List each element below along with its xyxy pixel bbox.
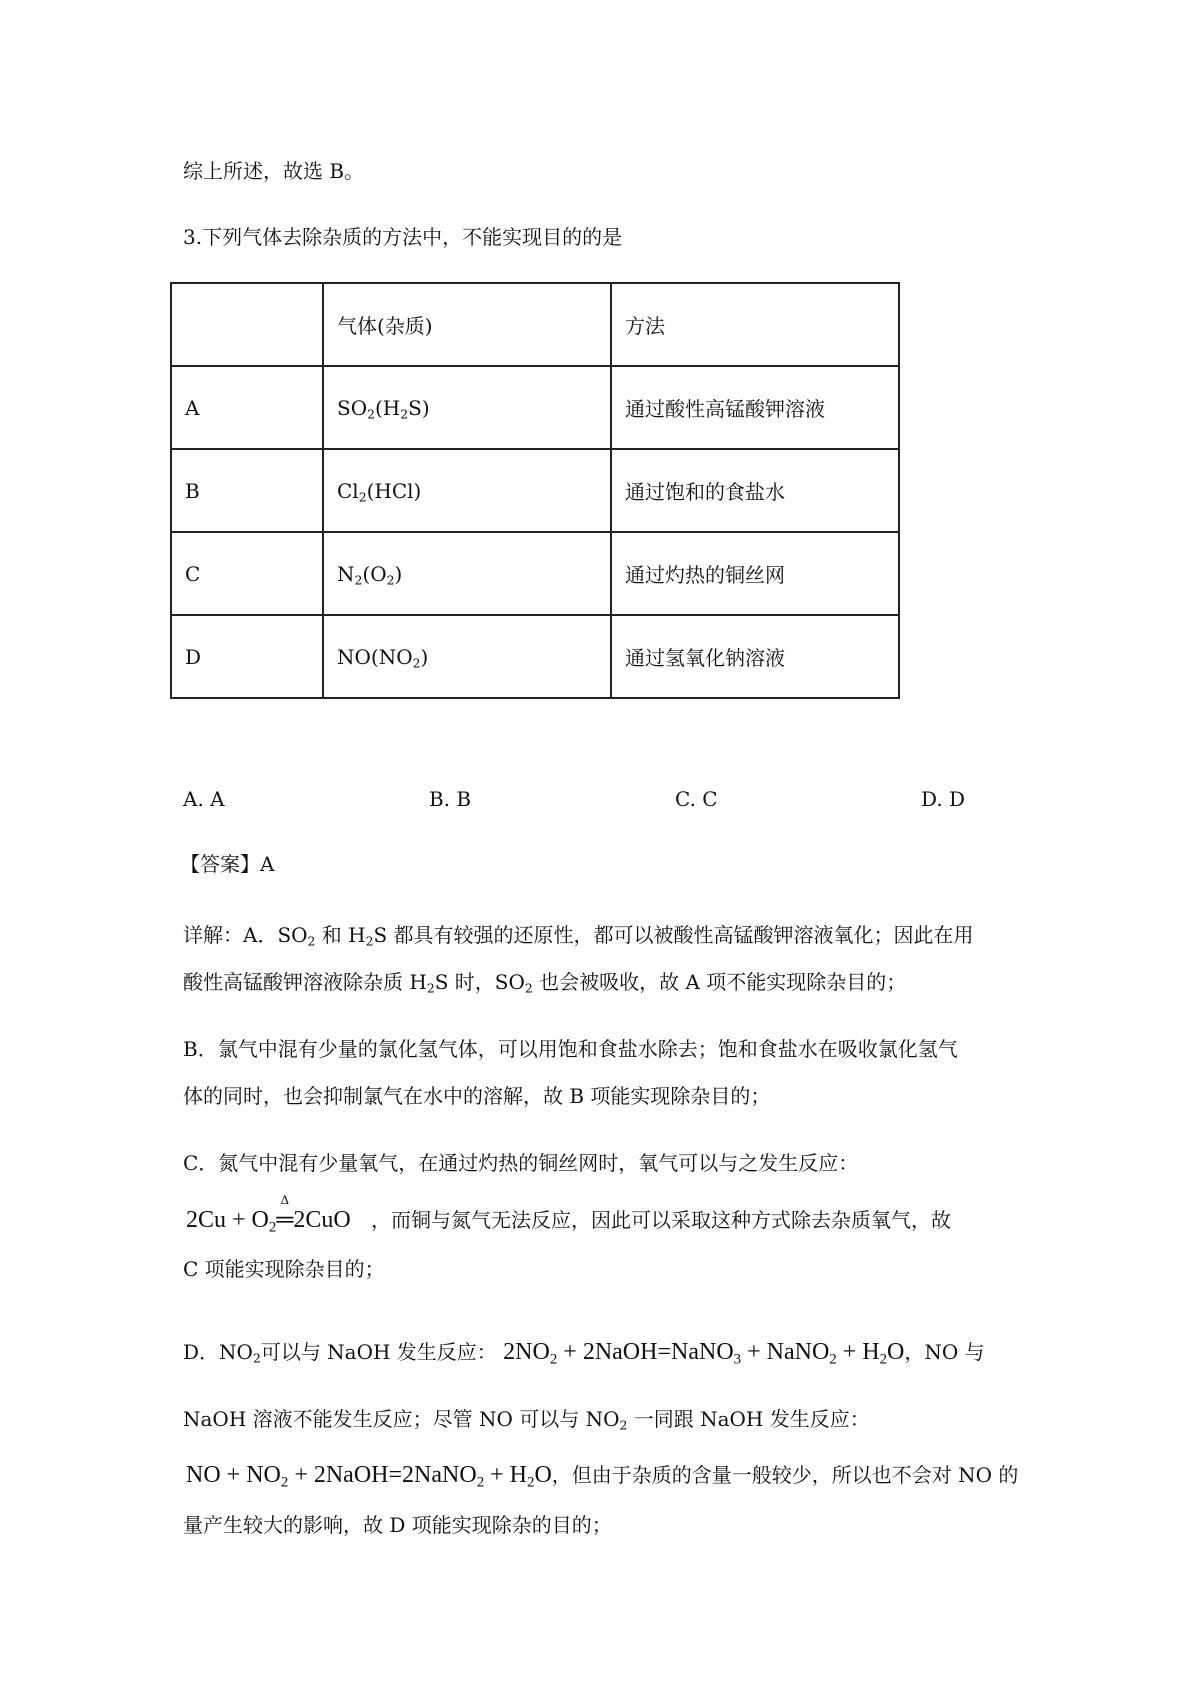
intro-text: 综上所述，故选 B。 [183, 159, 365, 183]
table-row [171, 366, 899, 449]
option-d: D. D [921, 787, 966, 811]
table-header-cell: 方法 [611, 283, 899, 366]
table-row [171, 615, 899, 698]
explain-d-line4: 量产生较大的影响，故 D 项能实现除杂的目的； [183, 1513, 612, 1537]
explain-d-line1: D．$NO_2$可以与 NaOH 发生反应： $2NO_2$ + 2NaOH=NaNO$_3$ + NaNO$_2$ + $H_2O$，NO 与 [183, 1339, 985, 1368]
explain-b-line1: B．氯气中混有少量的氯化氢气体，可以用饱和食盐水除去；饱和食盐水在吸收氯化氢气 [183, 1037, 958, 1061]
explain-a-line2: 酸性高锰酸钾溶液除杂质 $H_2S$ 时，$SO_2$ 也会被吸收，故 A 项不能实现除杂目的； [183, 970, 907, 996]
reaction-equation-cu: $2Cu + O_2$ Δ ═2CuO [186, 1207, 351, 1233]
option-b: B. B [429, 787, 472, 811]
explain-a-line1: 详解：A．$SO_2$ 和 $H_2S$ 都具有较强的还原性，都可以被酸性高锰酸钾溶液氧化；因此在用 [183, 923, 974, 949]
option-c: C. C [675, 787, 718, 811]
explain-d-line2: NaOH 溶液不能发生反应；尽管 NO 可以与 $NO_2$ 一同跟 NaOH 发生反应： [183, 1407, 870, 1433]
method-text: 通过氢氧化钠溶液 [611, 615, 899, 698]
impurity-table [170, 282, 900, 699]
method-text: 通过灼热的铜丝网 [611, 532, 899, 615]
table-header-row [171, 283, 899, 366]
table-row [171, 449, 899, 532]
table-header-cell [171, 283, 323, 366]
option-a: A. A [183, 787, 225, 811]
reaction-equation-no2: $2NO_2$ + 2NaOH=NaNO$_3$ + NaNO$_2$ + $H_2O$ [503, 1339, 905, 1368]
explain-c-line2: $2Cu + O_2$ Δ ═2CuO ，而铜与氮气无法反应，因此可以采取这种方式除去杂质氧气，故 [186, 1205, 951, 1235]
row-label: B [171, 449, 323, 532]
explain-b-line2: 体的同时，也会抑制氯气在水中的溶解，故 B 项能实现除杂目的； [183, 1084, 771, 1108]
row-label: D [171, 615, 323, 698]
gas-formula: $NO(NO_2)$ [323, 615, 611, 698]
gas-formula: $Cl_2(HCl)$ [323, 449, 611, 532]
table-header-cell: 气体(杂质) [323, 283, 611, 366]
row-label: C [171, 532, 323, 615]
heat-arrow: Δ ═ [276, 1205, 293, 1235]
reaction-equation-no: NO + $NO_2$ + 2NaOH=2NaNO$_2$ + $H_2O$ [186, 1462, 552, 1491]
method-text: 通过酸性高锰酸钾溶液 [611, 366, 899, 449]
table-row [171, 532, 899, 615]
explain-d-line3: NO + $NO_2$ + 2NaOH=2NaNO$_2$ + $H_2O$，但由于杂质的含量一般较少，所以也不会对 NO 的 [186, 1462, 1019, 1491]
method-text: 通过饱和的食盐水 [611, 449, 899, 532]
explain-c-line1: C．氮气中混有少量氧气，在通过灼热的铜丝网时，氧气可以与之发生反应： [183, 1151, 859, 1175]
question-stem: 3.下列气体去除杂质的方法中，不能实现目的的是 [183, 225, 623, 249]
explain-c-line3: C 项能实现除杂目的； [183, 1257, 385, 1281]
answer-line: 【答案】A [180, 852, 275, 876]
gas-formula: $SO_2(H_2S)$ [323, 366, 611, 449]
gas-formula: $N_2(O_2)$ [323, 532, 611, 615]
delta-sign: Δ [280, 1192, 289, 1207]
row-label: A [171, 366, 323, 449]
